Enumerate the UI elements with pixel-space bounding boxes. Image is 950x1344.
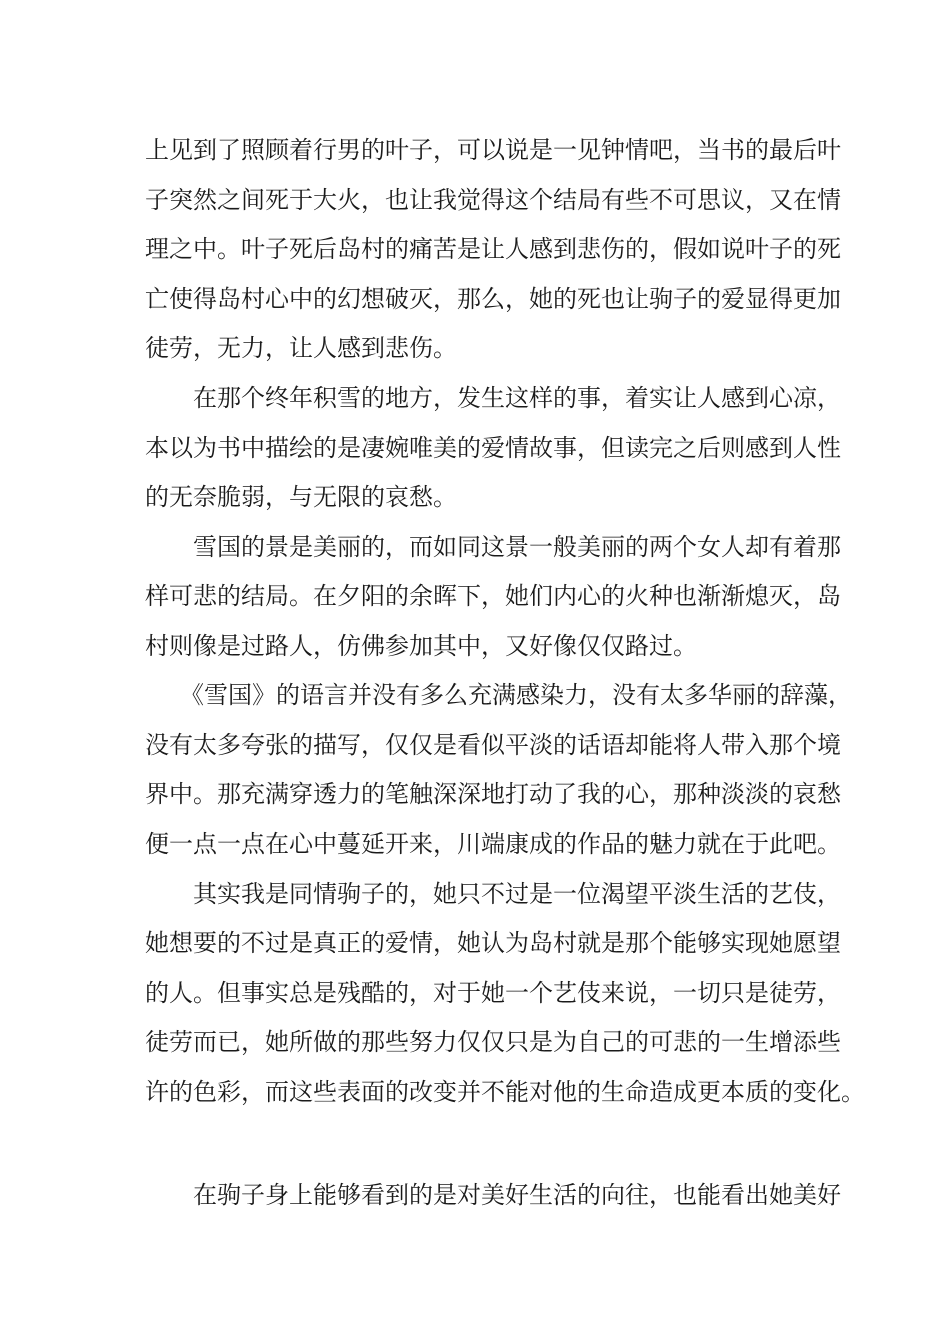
text-line-10: 样可悲的结局。在夕阳的余晖下，她们内心的火种也渐渐熄灭，岛: [145, 582, 841, 610]
text-line-11: 村则像是过路人，仿佛参加其中，又好像仅仅路过。: [145, 632, 697, 660]
text-line-5: 徒劳，无力，让人感到悲伤。: [145, 334, 457, 362]
text-line-8: 的无奈脆弱，与无限的哀愁。: [145, 483, 457, 511]
text-line-13: 没有太多夸张的描写，仅仅是看似平淡的话语却能将人带入那个境: [145, 731, 841, 759]
text-line-18: 的人。但事实总是残酷的，对于她一个艺伎来说，一切只是徒劳，: [145, 979, 841, 1007]
text-line-2: 子突然之间死于大火，也让我觉得这个结局有些不可思议，又在情: [145, 186, 841, 214]
text-line-14: 界中。那充满穿透力的笔触深深地打动了我的心，那种淡淡的哀愁: [145, 780, 841, 808]
text-line-4: 亡使得岛村心中的幻想破灭，那么，她的死也让驹子的爱显得更加: [145, 285, 841, 313]
text-line-7: 本以为书中描绘的是凄婉唯美的爱情故事，但读完之后则感到人性: [145, 434, 841, 462]
paragraph-3-first-line: 雪国的景是美丽的，而如同这景一般美丽的两个女人却有着那: [193, 533, 841, 561]
paragraph-6-first-line: 在驹子身上能够看到的是对美好生活的向往，也能看出她美好: [193, 1181, 841, 1209]
paragraph-5-first-line: 其实我是同情驹子的，她只不过是一位渴望平淡生活的艺伎，: [193, 880, 841, 908]
paragraph-2-first-line: 在那个终年积雪的地方，发生这样的事，着实让人感到心凉，: [193, 384, 841, 412]
text-line-17: 她想要的不过是真正的爱情，她认为岛村就是那个能够实现她愿望: [145, 929, 841, 957]
text-line-3: 理之中。叶子死后岛村的痛苦是让人感到悲伤的，假如说叶子的死: [145, 235, 841, 263]
text-line-15: 便一点一点在心中蔓延开来，川端康成的作品的魅力就在于此吧。: [145, 830, 841, 858]
text-line-19: 徒劳而已，她所做的那些努力仅仅只是为自己的可悲的一生增添些: [145, 1028, 841, 1056]
text-line-20: 许的色彩，而这些表面的改变并不能对他的生命造成更本质的变化。: [145, 1078, 865, 1106]
text-line-1: 上见到了照顾着行男的叶子，可以说是一见钟情吧，当书的最后叶: [145, 136, 841, 164]
paragraph-4-first-line: 《雪国》的语言并没有多么充满感染力，没有太多华丽的辞藻，: [180, 681, 852, 709]
